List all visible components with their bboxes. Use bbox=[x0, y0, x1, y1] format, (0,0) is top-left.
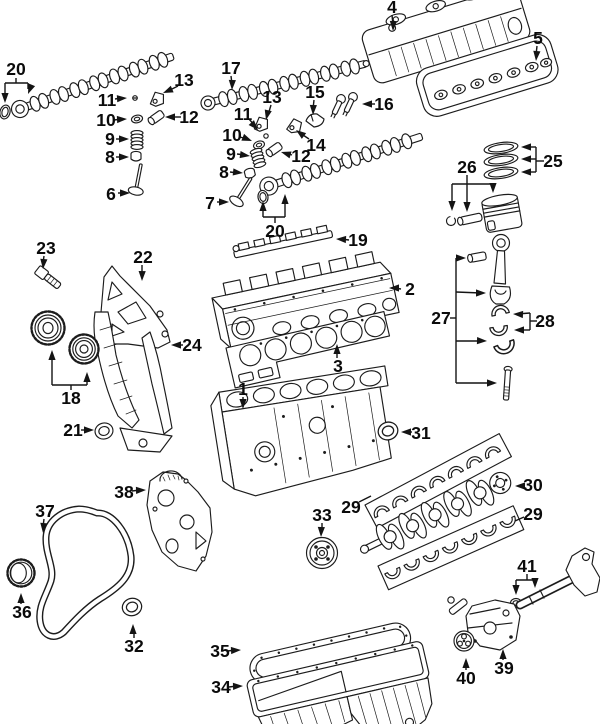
part-number-label[interactable]: 27 bbox=[431, 308, 451, 329]
arrowhead bbox=[456, 254, 466, 261]
part-number-label[interactable]: 7 bbox=[205, 193, 215, 214]
arrowhead bbox=[477, 337, 487, 345]
callout-13[interactable] bbox=[262, 87, 282, 121]
arrowhead bbox=[48, 350, 55, 360]
part-valve-spring-a bbox=[131, 131, 143, 150]
callout-41[interactable] bbox=[512, 556, 538, 595]
callout-16[interactable] bbox=[362, 94, 394, 114]
part-retainer-bracket bbox=[306, 114, 324, 127]
arrowhead bbox=[487, 379, 497, 386]
part-valve-a bbox=[128, 163, 149, 197]
callout-22[interactable] bbox=[133, 247, 153, 281]
callout-7[interactable] bbox=[205, 193, 229, 213]
arrowhead bbox=[521, 168, 531, 175]
part-valve-spring-b bbox=[250, 147, 267, 168]
arrowhead bbox=[531, 578, 538, 588]
part-wrist-pin bbox=[457, 213, 483, 226]
part-number-label[interactable]: 39 bbox=[494, 658, 514, 679]
arrowhead bbox=[462, 658, 469, 668]
part-wrist-pin-circlip bbox=[447, 217, 456, 226]
arrowhead bbox=[489, 183, 496, 193]
arrowhead bbox=[84, 426, 94, 433]
part-number-label[interactable]: 4 bbox=[387, 0, 397, 18]
part-number-label[interactable]: 29 bbox=[523, 504, 543, 525]
callout-25[interactable] bbox=[521, 143, 563, 175]
part-drive-belt bbox=[40, 509, 131, 636]
part-pump-sprocket bbox=[454, 631, 474, 651]
callout-12[interactable] bbox=[165, 107, 199, 127]
part-number-label[interactable]: 2 bbox=[405, 279, 415, 300]
arrowhead bbox=[336, 235, 346, 243]
arrowhead bbox=[514, 326, 524, 333]
part-bolt bbox=[34, 265, 62, 290]
callout-38[interactable] bbox=[114, 482, 146, 502]
arrowhead bbox=[136, 486, 146, 494]
part-camshaft-intake bbox=[258, 128, 425, 198]
part-rod-bolt bbox=[502, 366, 512, 400]
arrowhead bbox=[521, 155, 531, 162]
callout-17[interactable] bbox=[221, 58, 240, 90]
part-number-label[interactable]: 10 bbox=[96, 110, 116, 131]
part-number-label[interactable]: 37 bbox=[35, 501, 55, 522]
part-number-label[interactable]: 30 bbox=[523, 475, 543, 496]
arrowhead bbox=[281, 194, 288, 204]
callout-30[interactable] bbox=[515, 475, 543, 495]
part-tappet-b bbox=[265, 142, 283, 158]
arrowhead bbox=[117, 94, 127, 102]
callout-36[interactable] bbox=[12, 593, 32, 622]
part-number-label[interactable]: 19 bbox=[348, 230, 368, 251]
part-number-label[interactable]: 40 bbox=[456, 668, 476, 689]
arrowhead bbox=[241, 134, 253, 144]
callout-6[interactable] bbox=[106, 184, 130, 204]
arrowhead bbox=[463, 202, 470, 212]
part-number-label[interactable]: 9 bbox=[105, 129, 115, 150]
callout-33[interactable] bbox=[312, 505, 332, 537]
callout-28[interactable] bbox=[513, 310, 555, 333]
arrowhead bbox=[165, 113, 175, 120]
callout-19[interactable] bbox=[336, 230, 368, 250]
part-cover-plate bbox=[147, 471, 212, 571]
callout-34[interactable] bbox=[211, 677, 243, 697]
arrowhead bbox=[228, 80, 236, 90]
arrowhead bbox=[219, 198, 229, 205]
part-valve-keeper-a bbox=[133, 96, 138, 101]
arrowhead bbox=[280, 149, 292, 159]
arrowhead bbox=[138, 271, 145, 281]
part-rod-bearings bbox=[490, 304, 517, 357]
part-number-label[interactable]: 33 bbox=[312, 505, 332, 526]
arrowhead bbox=[25, 83, 35, 95]
part-number-label[interactable]: 3 bbox=[333, 356, 343, 377]
callout-13[interactable] bbox=[162, 70, 194, 96]
arrowhead bbox=[233, 682, 243, 690]
callout-27[interactable] bbox=[431, 254, 497, 386]
arrowhead bbox=[513, 310, 523, 318]
part-number-label[interactable]: 12 bbox=[179, 107, 199, 128]
arrowhead bbox=[83, 372, 90, 382]
part-valve-b bbox=[228, 174, 257, 209]
part-number-label[interactable]: 8 bbox=[219, 162, 229, 183]
arrowhead bbox=[448, 201, 455, 211]
arrowhead bbox=[317, 527, 325, 537]
callout-15[interactable] bbox=[305, 82, 325, 115]
part-number-label[interactable]: 36 bbox=[12, 602, 32, 623]
part-valve-stem-seal-a bbox=[131, 151, 141, 161]
callout-11[interactable] bbox=[98, 90, 128, 110]
part-cam-seal bbox=[93, 421, 115, 441]
part-number-label[interactable]: 26 bbox=[457, 157, 477, 178]
part-number-label[interactable]: 41 bbox=[517, 556, 537, 577]
part-number-label[interactable]: 1 bbox=[238, 379, 248, 400]
part-number-label[interactable]: 34 bbox=[211, 677, 231, 698]
arrowhead bbox=[521, 143, 531, 150]
part-cam-sprockets bbox=[32, 312, 99, 364]
part-number-label[interactable]: 38 bbox=[114, 482, 134, 503]
callout-21[interactable] bbox=[63, 420, 94, 440]
part-camshaft-seal-ring-left bbox=[0, 104, 12, 120]
part-number-label[interactable]: 6 bbox=[106, 184, 116, 205]
part-tensioner-pulley bbox=[8, 560, 35, 587]
part-camshaft-exhaust-left bbox=[9, 48, 176, 120]
callout-20[interactable] bbox=[1, 59, 35, 103]
callout-31[interactable] bbox=[401, 423, 431, 443]
arrowhead bbox=[401, 428, 411, 435]
part-crank-hub bbox=[307, 538, 338, 569]
part-number-label[interactable]: 12 bbox=[291, 146, 311, 167]
arrowhead bbox=[119, 153, 129, 160]
part-number-label[interactable]: 20 bbox=[6, 59, 26, 80]
callout-9[interactable] bbox=[105, 129, 129, 149]
callout-23[interactable] bbox=[36, 238, 56, 269]
part-number-label[interactable]: 22 bbox=[133, 247, 153, 268]
part-number-label[interactable]: 9 bbox=[226, 144, 236, 165]
arrowhead bbox=[117, 115, 127, 123]
part-number-label[interactable]: 11 bbox=[233, 104, 253, 125]
arrowhead bbox=[512, 585, 519, 595]
callout-37[interactable] bbox=[35, 501, 54, 533]
part-crank-seal-front bbox=[120, 596, 143, 618]
part-piston bbox=[481, 192, 523, 233]
part-number-label[interactable]: 13 bbox=[262, 87, 282, 108]
part-number-label[interactable]: 18 bbox=[61, 388, 81, 409]
part-number-label[interactable]: 16 bbox=[374, 94, 394, 115]
arrowhead bbox=[119, 135, 129, 142]
arrowhead bbox=[476, 289, 486, 296]
part-plug-a bbox=[329, 93, 347, 119]
callout-35[interactable] bbox=[210, 641, 241, 661]
arrowhead bbox=[171, 341, 181, 348]
part-number-label[interactable]: 8 bbox=[105, 147, 115, 168]
part-spring-retainer-a bbox=[131, 114, 144, 124]
callout-24[interactable] bbox=[171, 335, 202, 355]
callout-29[interactable] bbox=[341, 496, 371, 517]
part-number-label[interactable]: 15 bbox=[305, 82, 325, 103]
part-number-label[interactable]: 14 bbox=[306, 135, 326, 156]
arrowhead bbox=[240, 151, 251, 160]
arrowhead bbox=[1, 93, 8, 103]
part-number-label[interactable]: 32 bbox=[124, 636, 144, 657]
part-number-label[interactable]: 31 bbox=[411, 423, 431, 444]
part-piston-rings bbox=[483, 140, 518, 180]
part-number-label[interactable]: 25 bbox=[543, 151, 563, 172]
arrowhead bbox=[362, 100, 372, 107]
part-rod-bushing bbox=[467, 252, 487, 263]
part-number-label[interactable]: 20 bbox=[265, 221, 285, 242]
callout-10[interactable] bbox=[96, 110, 127, 130]
part-number-label[interactable]: 35 bbox=[210, 641, 230, 662]
callout-32[interactable] bbox=[124, 624, 144, 656]
callout-8[interactable] bbox=[219, 162, 243, 182]
part-number-label[interactable]: 11 bbox=[97, 90, 117, 111]
arrowhead bbox=[129, 624, 136, 634]
arrowhead bbox=[233, 168, 244, 176]
callout-40[interactable] bbox=[456, 658, 476, 688]
part-number-label[interactable]: 21 bbox=[63, 420, 83, 441]
leader-line bbox=[359, 496, 371, 502]
part-tappet-a bbox=[147, 110, 165, 126]
part-number-label[interactable]: 29 bbox=[341, 497, 361, 518]
callout-9[interactable] bbox=[226, 144, 250, 164]
part-number-label[interactable]: 17 bbox=[221, 58, 241, 79]
part-valve-keeper-b bbox=[264, 134, 268, 138]
part-number-label[interactable]: 13 bbox=[174, 70, 194, 91]
part-number-label[interactable]: 24 bbox=[182, 335, 202, 356]
part-number-label[interactable]: 10 bbox=[222, 125, 242, 146]
part-number-label[interactable]: 23 bbox=[36, 238, 56, 259]
callout-39[interactable] bbox=[494, 649, 514, 678]
callout-8[interactable] bbox=[105, 147, 129, 167]
part-number-label[interactable]: 28 bbox=[535, 311, 555, 332]
part-connecting-rod bbox=[490, 235, 510, 305]
arrowhead bbox=[231, 646, 241, 654]
part-rocker-arm-a bbox=[149, 91, 164, 106]
part-number-label[interactable]: 5 bbox=[533, 28, 543, 49]
callout-10[interactable] bbox=[222, 125, 253, 145]
callout-29[interactable] bbox=[515, 504, 543, 524]
